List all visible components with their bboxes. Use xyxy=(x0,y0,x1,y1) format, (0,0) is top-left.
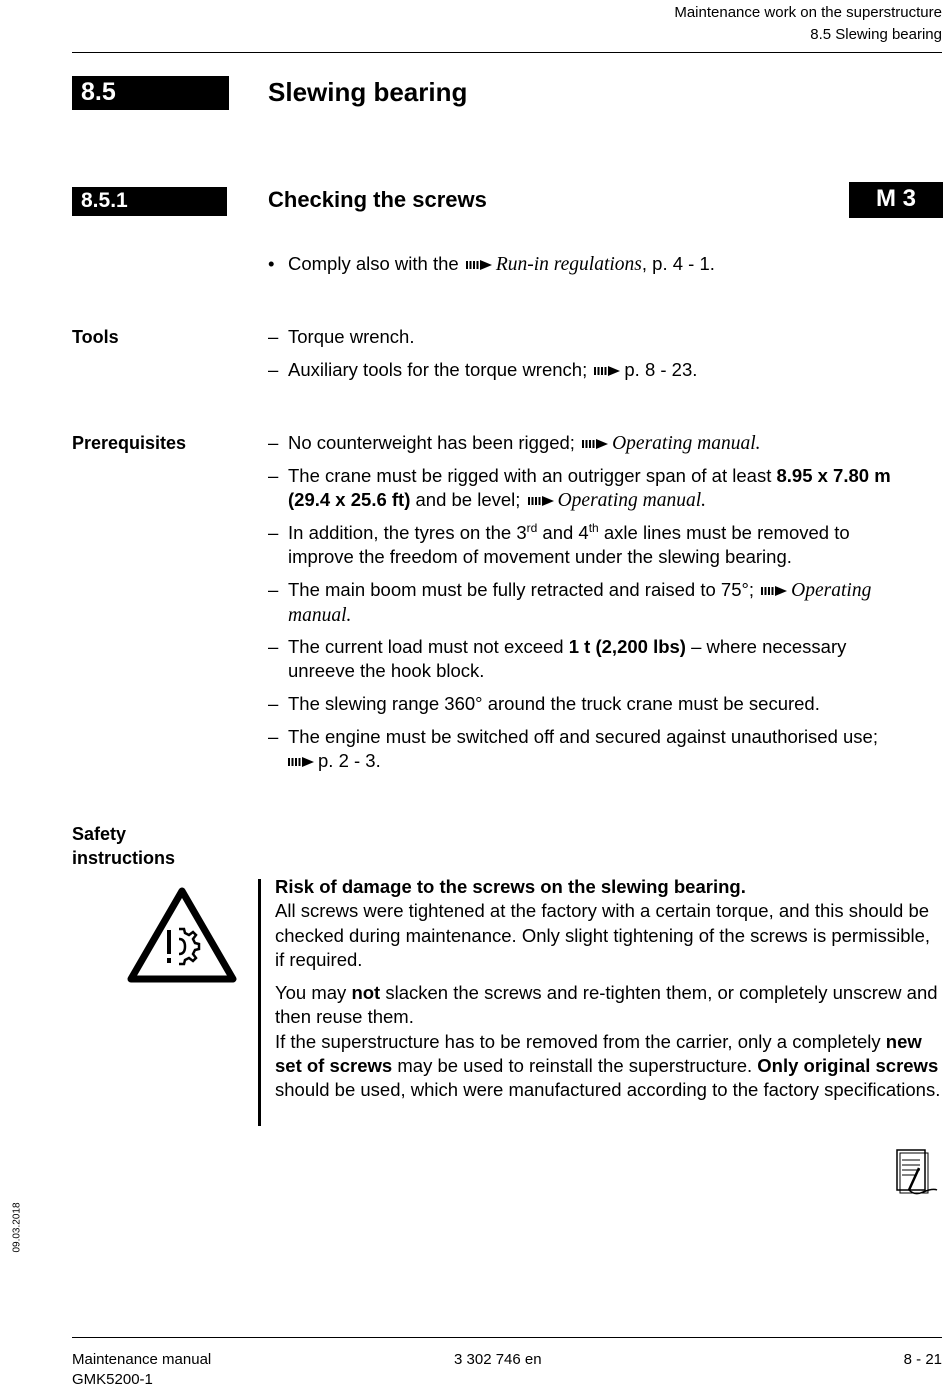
safety-paragraph: If the superstructure has to be removed from the carrier, only a completely new set of screws may be used to reinstall the superstructure. Only original screws should be used, which were manufactured according to the factory specifications. xyxy=(275,1030,941,1101)
prerequisite-item: – The main boom must be fully retracted and raised to 75°; Operating manual. xyxy=(268,579,872,626)
prerequisite-text: The current load must not exceed xyxy=(288,636,564,657)
prerequisite-text: The slewing range 360° around the truck crane must be secured. xyxy=(288,693,820,714)
footer-model: GMK5200-1 xyxy=(72,1371,153,1388)
section-number-box xyxy=(72,76,229,110)
safety-label: Safety instructions xyxy=(72,824,176,868)
bullet-mark: • xyxy=(268,253,275,274)
safety-side-bar xyxy=(258,879,261,1126)
tools-item: – Auxiliary tools for the torque wrench; p. 8 - 23. xyxy=(268,359,698,380)
subsection-title: Checking the screws xyxy=(268,187,487,212)
safety-text-block xyxy=(275,875,942,1103)
prerequisite-text: The crane must be rigged with an outrigger span of at least xyxy=(288,465,772,486)
footer-manual: Maintenance manual xyxy=(72,1351,212,1368)
prerequisite-item: – The current load must not exceed 1 t (2,200 lbs) – where necessary unreeve the hook block. xyxy=(268,636,847,681)
reference-arrow-icon xyxy=(582,438,608,450)
notes-icon xyxy=(893,1148,941,1196)
prerequisite-text: No counterweight has been rigged; xyxy=(288,432,575,453)
running-header xyxy=(674,2,942,46)
outrigger-span-imperial: (29.4 x 25.6 ft) xyxy=(288,489,411,510)
footer-left xyxy=(72,1350,211,1390)
prerequisite-text: The engine must be switched off and secured against unauthorised use; xyxy=(288,726,878,747)
prerequisite-text: and 4 xyxy=(542,522,589,543)
tools-item: – Torque wrench. xyxy=(268,325,942,349)
prerequisite-item: – The engine must be switched off and secured against unauthorised use; p. 2 - 3. xyxy=(268,726,878,771)
load-limit: 1 t (2,200 lbs) xyxy=(568,636,686,657)
side-date-wrap xyxy=(2,1202,32,1253)
intro-text: Comply also with the xyxy=(288,253,459,274)
side-date: 09.03.2018 xyxy=(11,1202,23,1253)
tools-item-text: Auxiliary tools for the torque wrench; xyxy=(288,359,588,380)
section-number: 8.5 xyxy=(81,78,116,106)
header-section: 8.5 Slewing bearing xyxy=(810,26,942,43)
reference-arrow-icon xyxy=(761,585,787,597)
header-chapter: Maintenance work on the superstructure xyxy=(674,4,942,21)
run-in-regulations-link[interactable]: Run-in regulations xyxy=(495,254,642,275)
safety-heading: Risk of damage to the screws on the slewing bearing. xyxy=(275,876,746,897)
prerequisite-item: – In addition, the tyres on the 3rd and 4th axle lines must be removed to improve the freedom of movement under the slewing bearing. xyxy=(268,520,850,567)
page-ref-link[interactable]: p. 2 - 3. xyxy=(318,750,381,771)
intro-page-ref: , p. 4 - 1. xyxy=(641,253,715,274)
prerequisite-item: – No counterweight has been rigged; Operating manual. xyxy=(268,432,761,454)
safety-paragraph: All screws were tightened at the factory with a certain torque, and this should be checked during maintenance. Only slight tightening of the screws is permissible, if required. xyxy=(275,900,931,970)
safety-paragraph: You may not slacken the screws and re-tighten them, or completely unscrew and then reuse them. xyxy=(275,982,938,1028)
footer-doc-number: 3 302 746 en xyxy=(454,1351,542,1368)
reference-arrow-icon xyxy=(594,365,620,377)
prerequisite-text: – where necessary xyxy=(691,636,847,657)
prerequisite-text: and be level; xyxy=(415,489,521,510)
prerequisite-text: improve the freedom of movement under the slewing bearing. xyxy=(288,546,792,567)
operating-manual-link[interactable]: Operating manual xyxy=(557,490,702,511)
warning-gear-icon xyxy=(125,885,239,985)
subsection-number-box xyxy=(72,187,227,216)
page-ref-link[interactable]: p. 8 - 23. xyxy=(624,359,698,380)
operating-manual-link[interactable]: Operating manual xyxy=(612,433,756,454)
reference-arrow-icon xyxy=(466,259,492,271)
tools-label: Tools xyxy=(72,327,119,347)
operating-manual-link[interactable]: Operating xyxy=(791,580,872,601)
subsection-number: 8.5.1 xyxy=(81,189,128,212)
prerequisite-text: The main boom must be fully retracted and raised to 75°; xyxy=(288,579,755,600)
prerequisite-item: – The crane must be rigged with an outrigger span of at least 8.95 x 7.80 m (29.4 x 25.6 ft) and be level; Operating manual. xyxy=(268,465,891,511)
prerequisite-text: unreeve the hook block. xyxy=(288,660,485,681)
header-rule xyxy=(72,52,942,53)
prerequisite-text: axle lines must be removed to xyxy=(603,522,850,543)
prerequisites-label: Prerequisites xyxy=(72,433,187,453)
operating-manual-link[interactable]: manual xyxy=(288,605,347,626)
reference-arrow-icon xyxy=(528,495,554,507)
intro-note xyxy=(268,252,942,277)
footer-page-number: 8 - 21 xyxy=(903,1351,942,1368)
tools-item-text: Torque wrench. xyxy=(288,326,415,347)
section-title: Slewing bearing xyxy=(268,77,468,107)
maintenance-interval-badge xyxy=(849,182,943,218)
reference-arrow-icon xyxy=(288,756,314,768)
outrigger-span-metric: 8.95 x 7.80 m xyxy=(776,465,891,486)
badge-label: M 3 xyxy=(875,185,916,212)
prerequisite-text: In addition, the tyres on the 3 xyxy=(288,522,527,543)
prerequisite-item: – The slewing range 360° around the truck crane must be secured. xyxy=(268,692,942,716)
footer-rule xyxy=(72,1337,942,1338)
